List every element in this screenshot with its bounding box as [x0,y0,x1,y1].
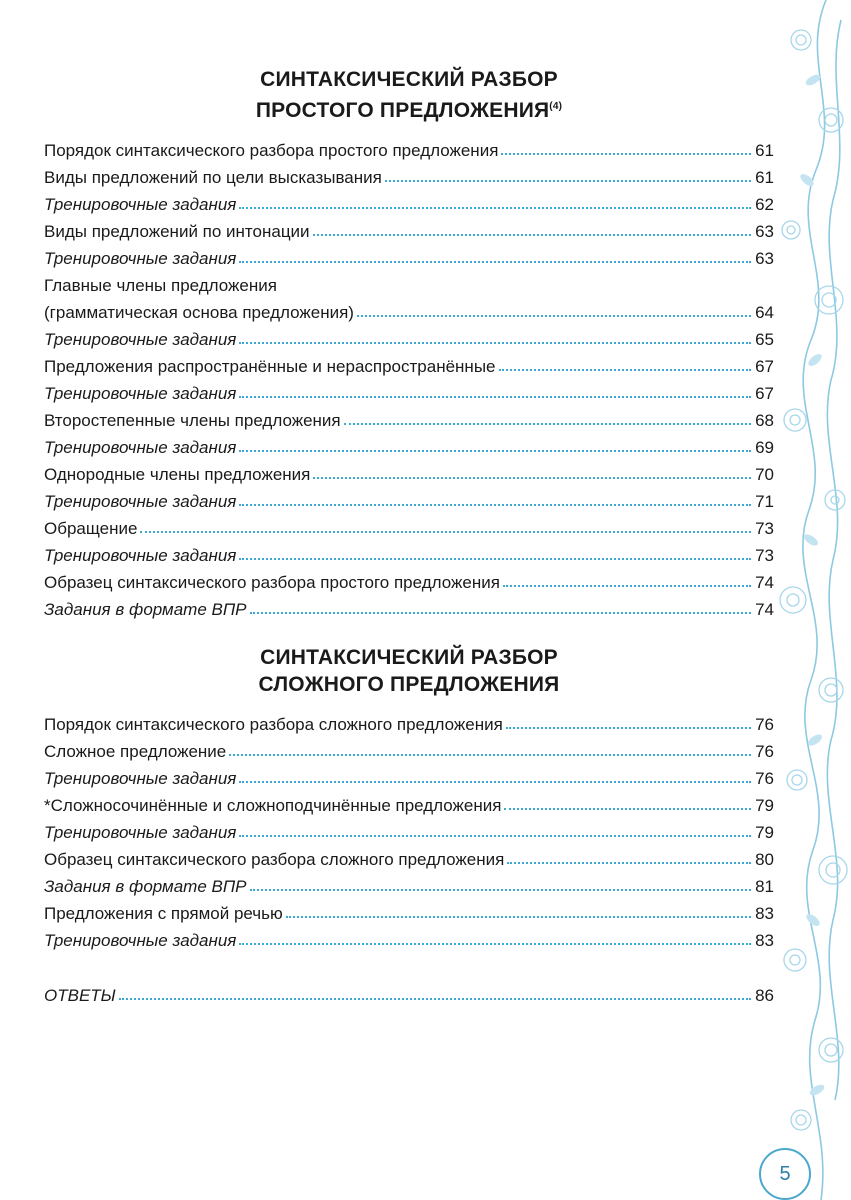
toc-entry-title: ОТВЕТЫ [44,986,116,1005]
toc-entry[interactable] [44,134,774,161]
toc-entry-page: 76 [755,715,774,734]
toc-list-section1 [44,134,774,620]
toc-entry-page: 69 [755,438,774,457]
dot-leader [239,781,751,783]
toc-entry-title: Сложное предложение [44,742,227,761]
toc-entry-page: 67 [755,357,774,376]
toc-entry-page: 61 [755,141,774,160]
toc-entry[interactable] [44,735,774,762]
dot-leader [239,504,751,506]
toc-entry-title: Тренировочные задания [44,492,237,511]
toc-entry-title: Однородные члены предложения [44,465,311,484]
toc-entry[interactable] [44,404,774,431]
toc-entry-page: 80 [755,850,774,869]
toc-entry[interactable] [44,593,774,620]
dot-leader [239,450,751,452]
toc-entry-answers[interactable] [44,979,774,1006]
page-number-badge [759,1148,811,1200]
toc-entry[interactable] [44,188,774,215]
section-title-line1: СИНТАКСИЧЕСКИЙ РАЗБОР [260,646,558,669]
toc-entry-page: 74 [755,600,774,619]
toc-entry-title: Тренировочные задания [44,330,237,349]
toc-entry[interactable] [44,789,774,816]
dot-leader [313,477,751,479]
toc-entry-title: Тренировочные задания [44,546,237,565]
toc-list-answers [44,979,774,1006]
toc-entry-title: Виды предложений по цели высказывания [44,168,382,187]
dot-leader [506,727,751,729]
dot-leader [250,889,751,891]
dot-leader [239,396,751,398]
toc-entry-title: Тренировочные задания [44,195,237,214]
toc-entry[interactable] [44,350,774,377]
dot-leader [239,558,751,560]
toc-entry[interactable] [44,708,774,735]
toc-entry-page: 70 [755,465,774,484]
toc-entry[interactable] [44,843,774,870]
toc-entry-page: 65 [755,330,774,349]
toc-entry-page: 74 [755,573,774,592]
dot-leader [229,754,751,756]
toc-entry[interactable] [44,242,774,269]
toc-entry-title: Порядок синтаксического разбора сложного предложения [44,715,503,734]
toc-entry-page: 63 [755,222,774,241]
toc-entry-title: Предложения распространённые и нераспространённые [44,357,496,376]
toc-entry-page: 61 [755,168,774,187]
toc-entry[interactable] [44,762,774,789]
toc-entry-page: 86 [755,986,774,1005]
toc-entry-page: 73 [755,519,774,538]
toc-entry[interactable] [44,897,774,924]
section-title-complex-sentence [44,644,774,698]
toc-entry-two-line[interactable] [44,269,774,323]
toc-entry-title: *Сложносочинённые и сложноподчинённые предложения [44,796,502,815]
toc-entry-page: 68 [755,411,774,430]
toc-entry-title: Обращение [44,519,138,538]
toc-entry[interactable] [44,215,774,242]
toc-entry-page: 67 [755,384,774,403]
dot-leader [344,423,751,425]
dot-leader [239,261,751,263]
toc-entry-page: 76 [755,742,774,761]
dot-leader [239,342,751,344]
toc-entry[interactable] [44,485,774,512]
toc-entry-title: Образец синтаксического разбора сложного предложения [44,850,505,869]
dot-leader [239,943,751,945]
toc-entry[interactable] [44,161,774,188]
dot-leader [385,180,751,182]
toc-entry-title: Виды предложений по интонации [44,222,310,241]
toc-entry-title: Задания в формате ВПР [44,600,247,619]
dot-leader [504,808,751,810]
section-title-line2: СЛОЖНОГО ПРЕДЛОЖЕНИЯ [258,673,560,696]
toc-entry-title: Предложения с прямой речью [44,904,283,923]
section-title-simple-sentence [44,66,774,124]
section-title-line1: СИНТАКСИЧЕСКИЙ РАЗБОР [260,68,558,91]
toc-entry[interactable] [44,816,774,843]
toc-list-section2 [44,708,774,951]
toc-entry-page: 63 [755,249,774,268]
toc-entry[interactable] [44,377,774,404]
toc-entry[interactable] [44,870,774,897]
toc-entry-title: Задания в формате ВПР [44,877,247,896]
toc-entry-title: Тренировочные задания [44,384,237,403]
toc-entry-title: Второстепенные члены предложения [44,411,341,430]
toc-entry-page: 76 [755,769,774,788]
toc-entry-page: 79 [755,796,774,815]
dot-leader [239,835,751,837]
toc-entry[interactable] [44,323,774,350]
table-of-contents [44,66,774,1006]
toc-entry-title: Порядок синтаксического разбора простого предложения [44,141,499,160]
toc-entry-title: Главные члены предложения [44,276,277,295]
dot-leader [140,531,751,533]
toc-entry-title: Тренировочные задания [44,823,237,842]
dot-leader [501,153,751,155]
page-number: 5 [779,1162,791,1185]
toc-entry-title: Тренировочные задания [44,438,237,457]
dot-leader [250,612,751,614]
section-title-superscript: (4) [549,101,563,112]
dot-leader [286,916,751,918]
dot-leader [239,207,751,209]
toc-entry[interactable] [44,539,774,566]
toc-entry[interactable] [44,512,774,539]
toc-entry-title: Тренировочные задания [44,769,237,788]
section-title-line2: ПРОСТОГО ПРЕДЛОЖЕНИЯ [255,99,550,122]
toc-entry-page: 83 [755,931,774,950]
toc-entry[interactable] [44,458,774,485]
toc-entry-page: 79 [755,823,774,842]
dot-leader [357,315,751,317]
toc-entry-page: 71 [755,492,774,511]
toc-entry[interactable] [44,566,774,593]
toc-entry-page: 62 [755,195,774,214]
toc-entry-title-continued: (грамматическая основа предложения) [44,303,354,322]
toc-entry[interactable] [44,431,774,458]
toc-entry-page: 83 [755,904,774,923]
toc-entry-title: Тренировочные задания [44,249,237,268]
dot-leader [507,862,751,864]
dot-leader [119,998,751,1000]
toc-entry[interactable] [44,924,774,951]
toc-entry-page: 73 [755,546,774,565]
dot-leader [499,369,752,371]
dot-leader [503,585,751,587]
toc-entry-title: Образец синтаксического разбора простого предложения [44,573,500,592]
toc-entry-title: Тренировочные задания [44,931,237,950]
toc-entry-page: 64 [755,303,774,322]
dot-leader [313,234,751,236]
toc-entry-page: 81 [755,877,774,896]
